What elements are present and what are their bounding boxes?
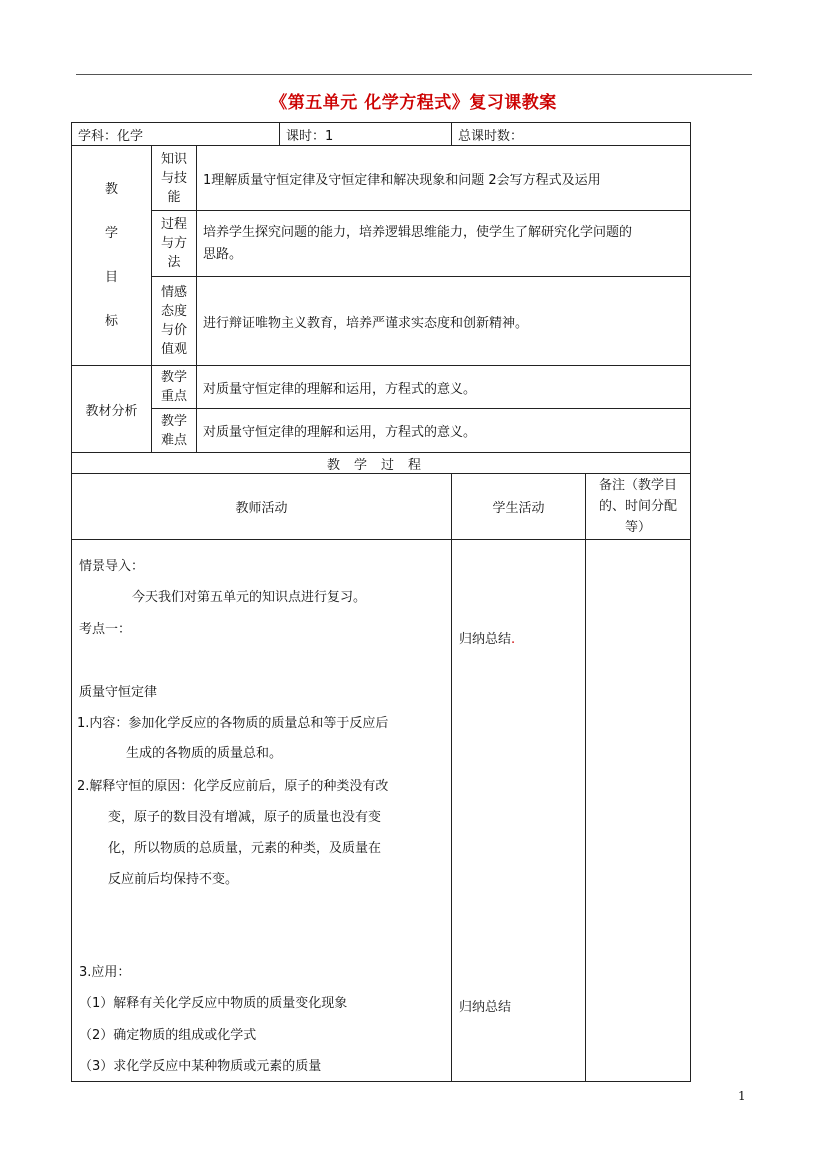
notes-header-line: 备注（教学目 xyxy=(599,478,678,493)
sub-label-line: 过程 xyxy=(160,217,187,232)
sub-label-line: 与方 xyxy=(160,236,187,251)
student-activity-header: 学生活动 xyxy=(452,474,586,540)
teacher-line: 2.解释守恒的原因：化学反应前后，原子的种类没有改 xyxy=(77,779,389,794)
period-cell: 课时：1 xyxy=(280,123,452,146)
goal-row-process xyxy=(72,211,691,277)
student-line xyxy=(459,628,515,647)
sub-label-line: 态度 xyxy=(160,304,187,319)
goal-label-char: 学 xyxy=(104,225,118,241)
goal-content-attitude: 进行辩证唯物主义教育，培养严谨求实态度和创新精神。 xyxy=(197,277,691,366)
goal-content-process xyxy=(197,211,691,277)
teacher-line: （1）解释有关化学反应中物质的质量变化现象 xyxy=(79,996,348,1011)
teacher-line: （3）求化学反应中某种物质或元素的质量 xyxy=(79,1059,322,1074)
teacher-line: 考点一： xyxy=(79,622,132,637)
sub-label-line: 能 xyxy=(167,189,181,205)
process-columns-row xyxy=(72,474,691,540)
sub-label-process xyxy=(152,211,197,277)
sub-label-line: 法 xyxy=(167,255,181,270)
sub-label-key xyxy=(152,366,197,409)
notes-header xyxy=(586,474,691,540)
teacher-line: 3.应用： xyxy=(79,965,131,980)
sub-label-attitude xyxy=(152,277,197,366)
notes-content xyxy=(586,540,691,1082)
process-heading-row xyxy=(72,453,691,474)
teacher-line: 情景导入： xyxy=(79,559,145,574)
process-heading: 教学过程 xyxy=(72,453,691,474)
content-line: 思路。 xyxy=(203,246,243,262)
analysis-content-difficulty: 对质量守恒定律的理解和运用，方程式的意义。 xyxy=(197,409,691,453)
analysis-row-key xyxy=(72,366,691,409)
teacher-line: 质量守恒定律 xyxy=(79,685,158,700)
sub-label-difficulty xyxy=(152,409,197,453)
sub-label-line: 情感 xyxy=(160,285,187,300)
goal-content-knowledge: 1理解质量守恒定律及守恒定律和解决现象和问题 2会写方程式及运用 xyxy=(197,146,691,211)
teacher-line: 生成的各物质的质量总和。 xyxy=(126,746,283,761)
subject-cell: 学科：化学 xyxy=(72,123,280,146)
content-line: 培养学生探究问题的能力，培养逻辑思维能力，使学生了解研究化学问题的 xyxy=(203,224,633,240)
mark-dot: . xyxy=(511,632,516,647)
sub-label-line: 教学 xyxy=(160,413,187,429)
teacher-line: 反应前后均保持不变。 xyxy=(108,872,239,887)
process-content-row xyxy=(72,540,691,1082)
goal-label-char: 教 xyxy=(104,181,118,197)
notes-header-line: 等） xyxy=(625,520,652,535)
sub-label-line: 与价 xyxy=(160,323,187,338)
total-periods-cell: 总课时数： xyxy=(452,123,691,146)
header-rule xyxy=(76,74,752,75)
sub-label-line: 值观 xyxy=(160,342,187,357)
material-analysis-label: 教材分析 xyxy=(72,366,152,453)
sub-label-line: 教学 xyxy=(160,370,187,385)
page-number: 1 xyxy=(738,1089,746,1103)
lesson-plan-table xyxy=(71,122,691,1082)
teacher-line: 化，所以物质的总质量，元素的种类，及质量在 xyxy=(108,841,382,856)
goal-label-char: 目 xyxy=(104,269,118,285)
sub-label-line: 与技 xyxy=(160,170,187,186)
goal-row-attitude xyxy=(72,277,691,366)
student-line: 归纳总结 xyxy=(459,1000,512,1015)
notes-header-line: 的、时间分配 xyxy=(599,499,678,514)
sub-label-line: 重点 xyxy=(160,389,187,404)
student-line-text: 归纳总结 xyxy=(459,632,512,647)
goal-label-char: 标 xyxy=(104,313,118,329)
teaching-goals-label xyxy=(72,146,152,366)
student-activity-content xyxy=(452,540,586,1082)
teacher-line: 今天我们对第五单元的知识点进行复习。 xyxy=(132,590,367,605)
sub-label-line: 难点 xyxy=(160,432,187,448)
sub-label-knowledge xyxy=(152,146,197,211)
teacher-line: 1.内容：参加化学反应的各物质的质量总和等于反应后 xyxy=(77,716,389,731)
teacher-activity-content xyxy=(72,540,452,1082)
teacher-line: 变，原子的数目没有增减，原子的质量也没有变 xyxy=(108,810,382,825)
teacher-line: （2）确定物质的组成或化学式 xyxy=(79,1028,257,1043)
analysis-row-difficulty xyxy=(72,409,691,453)
document-title: 《第五单元 化学方程式》复习课教案 xyxy=(270,93,557,113)
teacher-activity-header: 教师活动 xyxy=(72,474,452,540)
sub-label-line: 知识 xyxy=(160,151,187,167)
analysis-content-key: 对质量守恒定律的理解和运用，方程式的意义。 xyxy=(197,366,691,409)
info-row xyxy=(72,123,691,146)
goal-row-knowledge xyxy=(72,146,691,211)
